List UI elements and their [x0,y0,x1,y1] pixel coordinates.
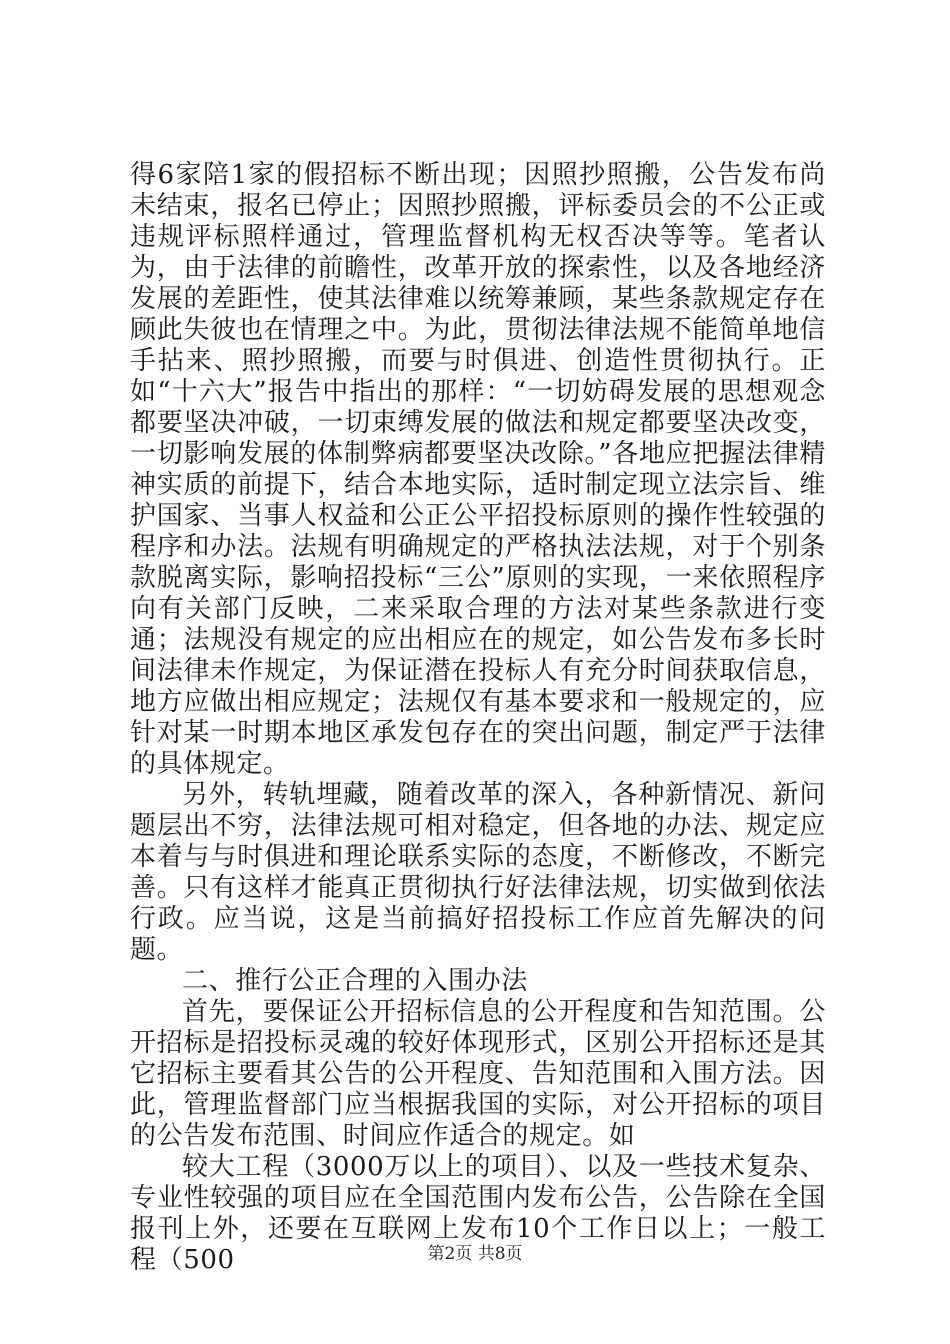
paragraph-2: 另外，转轨埋藏，随着改革的深入，各种新情况、新问题层出不穷，法律法规可相对稳定，但各地的办法、规定应本着与与时俱进和理论联系实际的态度，不断修改，不断完善。只有这样才能真正贯彻执行好法律法规，切实做到依法行政。应当说，这是当前搞好招投标工作应首先解决的问题。 [130,780,826,965]
page-number-footer: 第2页 共8页 [427,1244,523,1264]
section-heading: 二、推行公正合理的入围办法 [182,966,528,996]
paragraph-3: 首先，要保证公开招标信息的公开程度和告知范围。公开招标是招投标灵魂的较好体现形式，区别公开招标还是其它招标主要看其公告的公开程度、告知范围和入围方法。因此，管理监督部门应当根据我国的实际，对公开招标的项目的公告发布范围、时间应作适合的规定。如 [130,997,826,1151]
paragraph-1: 得6家陪1家的假招标不断出现；因照抄照搬，公告发布尚未结束，报名已停止；因照抄照搬，评标委员会的不公正或违规评标照样通过，管理监督机构无权否决等等。笔者认为，由于法律的前瞻性，改革开放的探索性，以及各地经济发展的差距性，使其法律难以统筹兼顾，某些条款规定存在顾此失彼也在情理之中。为此，贯彻法律法规不能简单地信手拈来、照抄照搬，而要与时俱进、创造性贯彻执行。正如“十六大”报告中指出的那样：“一切妨碍发展的思想观念都要坚决冲破，一切束缚发展的做法和规定都要坚决改变，一切影响发展的体制弊病都要坚决改除。”各地应把握法律精神实质的前提下，结合本地实际，适时制定现立法宗旨、维护国家、当事人权益和公正公平招投标原则的操作性较强的程序和办法。法规有明确规定的严格执法法规，对于个别条款脱离实际，影响招投标“三公”原则的实现，一来依照程序向有关部门反映，二来采取合理的方法对某些条款进行变通；法规没有规定的应出相应在的规定，如公告发布多长时间法律未作规定，为保证潜在投标人有充分时间获取信息，地方应做出相应规定；法规仅有基本要求和一般规定的，应针对某一时期本地区承发包存在的突出问题，制定严于法律的具体规定。 [130,160,826,779]
document-body [130,160,826,1276]
paragraph-4: 较大工程（3000万以上的项目）、以及一些技术复杂、专业性较强的项目应在全国范围内发布公告，公告除在全国报刊上外，还要在互联网上发布10个工作日以上；一般工程（500 [130,1152,826,1275]
